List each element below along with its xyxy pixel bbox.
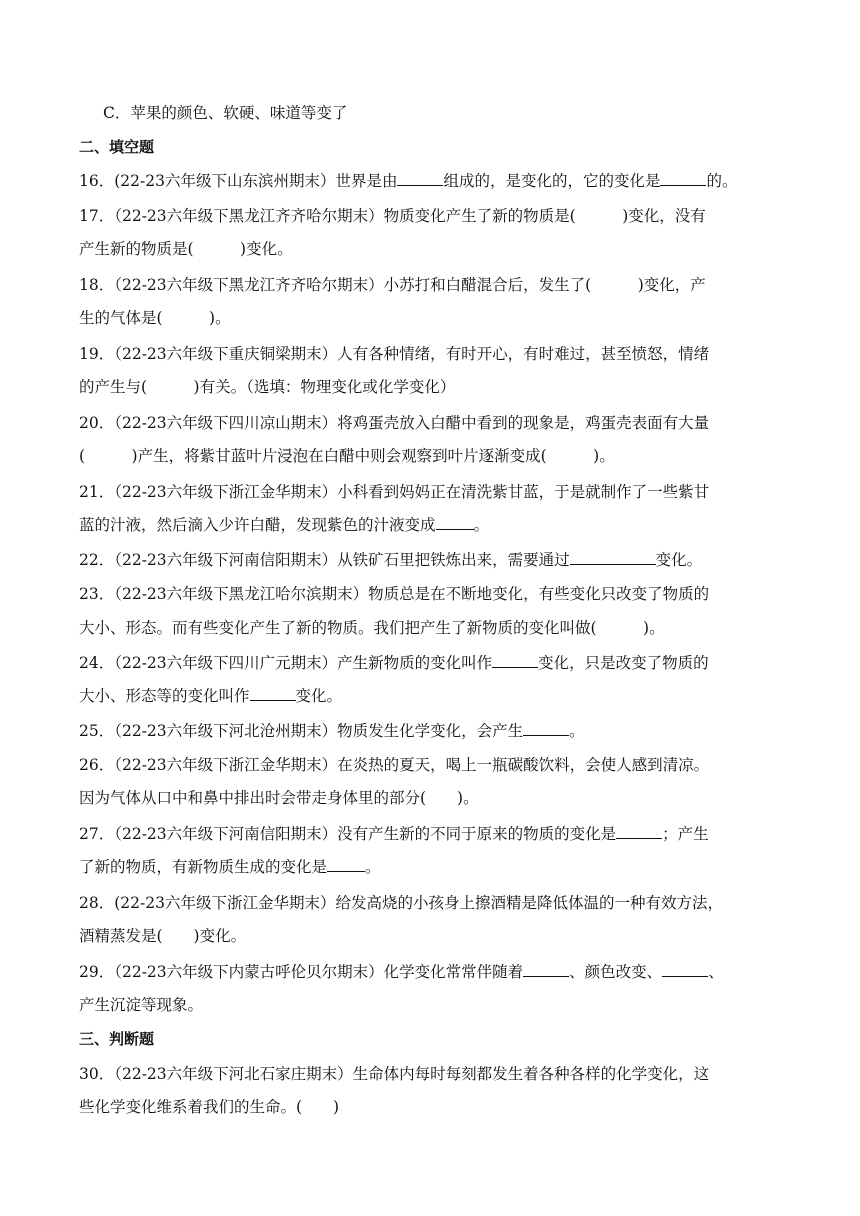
question-29-line-2: 产生沉淀等现象。 — [79, 996, 204, 1014]
question-27-line-1: 27．（22-23六年级下河南信阳期末）没有产生新的不同于原来的物质的变化是 ；产生 — [79, 825, 709, 843]
answer-blank[interactable] — [523, 962, 569, 977]
question-30-line-1: 30．（22-23六年级下河北石家庄期末）生命体内每时每刻都发生着各种各样的化学变化，这 — [79, 1065, 710, 1083]
answer-blank[interactable] — [397, 171, 443, 186]
question-28-line-1: 28．(22-23六年级下浙江金华期末）给发高烧的小孩身上擦酒精是降低体温的一种有效方法， — [79, 894, 723, 912]
answer-blank[interactable] — [616, 824, 662, 839]
question-16: 16．(22-23六年级下山东滨州期末）世界是由 组成的，是变化的，它的变化是 的。 — [79, 172, 738, 190]
question-19-line-1: 19．（22-23六年级下重庆铜梁期末）人有各种情绪，有时开心，有时难过，甚至愤怒，情绪 — [79, 345, 710, 363]
question-17-line-1: 17．（22-23六年级下黑龙江齐齐哈尔期末）物质变化产生了新的物质是( )变化，没有 — [79, 207, 706, 225]
answer-blank[interactable] — [570, 550, 656, 565]
question-27-line-2: 了新的物质，有新物质生成的变化是 。 — [79, 858, 381, 876]
answer-blank[interactable] — [250, 686, 296, 701]
question-26-line-2: 因为气体从口中和鼻中排出时会带走身体里的部分( )。 — [79, 789, 479, 807]
question-19-line-2: 的产生与( )有关。（选填：物理变化或化学变化） — [79, 378, 456, 396]
answer-blank[interactable] — [492, 653, 538, 668]
option-c: C．苹果的颜色、软硬、味道等变了 — [103, 104, 348, 122]
question-29-line-1: 29．（22-23六年级下内蒙古呼伦贝尔期末）化学变化常常伴随着 、颜色改变、 、 — [79, 963, 724, 981]
question-21-line-2: 蓝的汁液，然后滴入少许白醋，发现紫色的汁液变成 。 — [79, 516, 490, 534]
question-23-line-2: 大小、形态。而有些变化产生了新的物质。我们把产生了新物质的变化叫做( )。 — [79, 619, 665, 637]
question-22: 22．（22-23六年级下河南信阳期末）从铁矿石里把铁炼出来，需要通过 变化。 — [79, 551, 703, 569]
section-heading-fill-in: 二、填空题 — [79, 138, 155, 156]
question-30-line-2: 些化学变化维系着我们的生命。( ) — [79, 1098, 340, 1116]
question-20-line-1: 20．（22-23六年级下四川凉山期末）将鸡蛋壳放入白醋中看到的现象是，鸡蛋壳表面有大量 — [79, 414, 710, 432]
question-17-line-2: 产生新的物质是( )变化。 — [79, 240, 293, 258]
answer-blank[interactable] — [660, 171, 706, 186]
question-23-line-1: 23．（22-23六年级下黑龙江哈尔滨期末）物质总是在不断地变化，有些变化只改变了物质的 — [79, 585, 710, 603]
answer-blank[interactable] — [436, 515, 474, 530]
answer-blank[interactable] — [327, 857, 365, 872]
question-24-line-1: 24．（22-23六年级下四川广元期末）产生新物质的变化叫作 变化，只是改变了物质的 — [79, 654, 709, 672]
answer-blank[interactable] — [662, 962, 708, 977]
answer-blank[interactable] — [523, 721, 569, 736]
question-20-line-2: ( )产生，将紫甘蓝叶片浸泡在白醋中则会观察到叶片逐渐变成( )。 — [79, 447, 615, 465]
question-24-line-2: 大小、形态等的变化叫作 变化。 — [79, 687, 343, 705]
question-21-line-1: 21．（22-23六年级下浙江金华期末）小科看到妈妈正在清洗紫甘蓝，于是就制作了一些紫甘 — [79, 483, 710, 501]
question-18-line-1: 18．（22-23六年级下黑龙江齐齐哈尔期末）小苏打和白醋混合后，发生了( )变化，产 — [79, 276, 706, 294]
question-18-line-2: 生的气体是( )。 — [79, 309, 231, 327]
question-25: 25．（22-23六年级下河北沧州期末）物质发生化学变化，会产生 。 — [79, 722, 585, 740]
question-28-line-2: 酒精蒸发是( )变化。 — [79, 927, 247, 945]
section-heading-true-false: 三、判断题 — [79, 1030, 155, 1048]
question-26-line-1: 26．（22-23六年级下浙江金华期末）在炎热的夏天，喝上一瓶碳酸饮料，会使人感到清凉。 — [79, 756, 710, 774]
